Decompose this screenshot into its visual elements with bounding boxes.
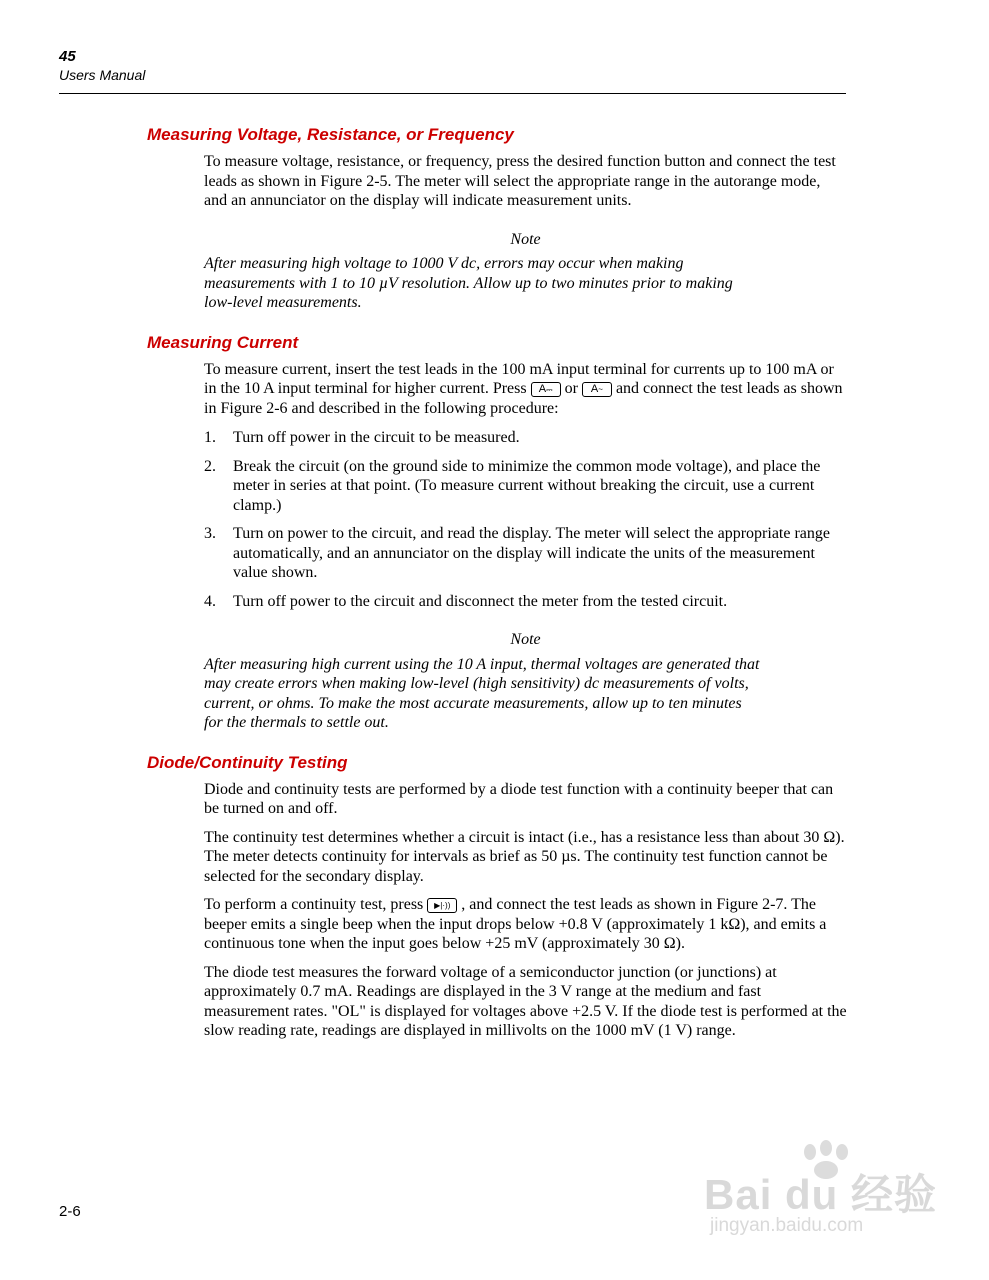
note-title: Note <box>510 230 541 248</box>
paragraph <box>204 895 847 954</box>
paragraph: The diode test measures the forward voltage of a semiconductor junction (or junctions) at approximately 0.7 mA. Readings are displayed in the 3 V range at the medium and fast measurement rates. "OL" is displayed for voltages above +2.5 V. If the diode test is performed at the slow reading rate, readings are displayed in millivolts on the 1000 mV (1 V) range. <box>204 963 847 1039</box>
section-heading-current: Measuring Current <box>147 332 299 352</box>
paragraph: The continuity test determines whether a circuit is intact (i.e., has a resistance less than about 30 Ω). The meter detects continuity for intervals as brief as 50 µs. The continuity test function cannot be selected for the secondary display. <box>204 828 845 885</box>
header-rule <box>59 93 846 94</box>
page-header <box>59 48 846 84</box>
page-content <box>147 124 847 1041</box>
paragraph-text: To perform a continuity test, press <box>204 896 424 913</box>
section-heading-diode: Diode/Continuity Testing <box>147 752 348 772</box>
procedure-list <box>204 428 847 611</box>
paragraph: Diode and continuity tests are performed by a diode test function with a continuity beeper that can be turned on and off. <box>204 780 834 817</box>
paragraph-text: and connect the test leads as shown in Figure 2-6 and described in the following procedure: <box>204 380 843 417</box>
watermark-brand: Bai du 经验 <box>704 1171 938 1218</box>
current-ac-key-icon: A~ <box>582 382 612 397</box>
list-item: 3. Turn on power to the circuit, and read the display. The meter will select the appropriate range automatically, and an annunciator on the display will indicate the units of the measurement value shown. <box>204 525 830 581</box>
paragraph-text: , and connect the test leads as shown in Figure 2-7. The beeper emits a single beep when the input drops below +0.8 V (approximately 1 kΩ), and emits a continuous tone when the input goes below +25 mV (approximately 30 Ω). <box>204 896 827 952</box>
paragraph-text: To measure current, insert the test leads in the 100 mA input terminal for currents up to 100 mA or in the 10 A input terminal for higher current. Press <box>204 360 834 397</box>
section-body-current <box>204 360 847 733</box>
paragraph-text: or <box>564 380 578 397</box>
paragraph: To measure voltage, resistance, or frequency, press the desired function button and connect the test leads as shown in Figure 2-5. The meter will select the appropriate range in the autorange mode, and an annunciator on the display will indicate measurement units. <box>204 153 836 209</box>
manual-title: Users Manual <box>59 67 146 83</box>
list-item: 1. Turn off power in the circuit to be measured. <box>204 429 520 446</box>
diode-continuity-key-icon: ▶|·)) <box>427 898 457 913</box>
page-number: 2-6 <box>59 1203 81 1220</box>
list-item: 4. Turn off power to the circuit and disconnect the meter from the tested circuit. <box>204 592 728 610</box>
watermark-url: jingyan.baidu.com <box>710 1215 864 1236</box>
paragraph <box>204 360 847 419</box>
section-body-voltage <box>204 152 847 313</box>
note-text: After measuring high current using the 10 A input, thermal voltages are generated that may create errors when making low-level (high sensitivity) dc measurements of volts, current, or ohms. To make the most accurate measurements, allow up to ten minutes for the thermals to settle out. <box>204 655 760 731</box>
list-item: 2. Break the circuit (on the ground side to minimize the common mode voltage), and place the meter in series at that point. (To measure current without breaking the circuit, use a current clamp.) <box>204 457 821 514</box>
note-text: After measuring high voltage to 1000 V dc, errors may occur when making measurements with 1 to 10 µV resolution. Allow up to two minutes prior to making low-level measurements. <box>204 255 733 311</box>
note-title: Note <box>510 631 541 648</box>
model-number: 45 <box>59 48 76 65</box>
section-heading-voltage: Measuring Voltage, Resistance, or Frequency <box>147 125 514 144</box>
current-dc-key-icon: A⎓ <box>531 382 561 397</box>
section-body-diode <box>204 780 847 1041</box>
watermark <box>700 1140 940 1250</box>
